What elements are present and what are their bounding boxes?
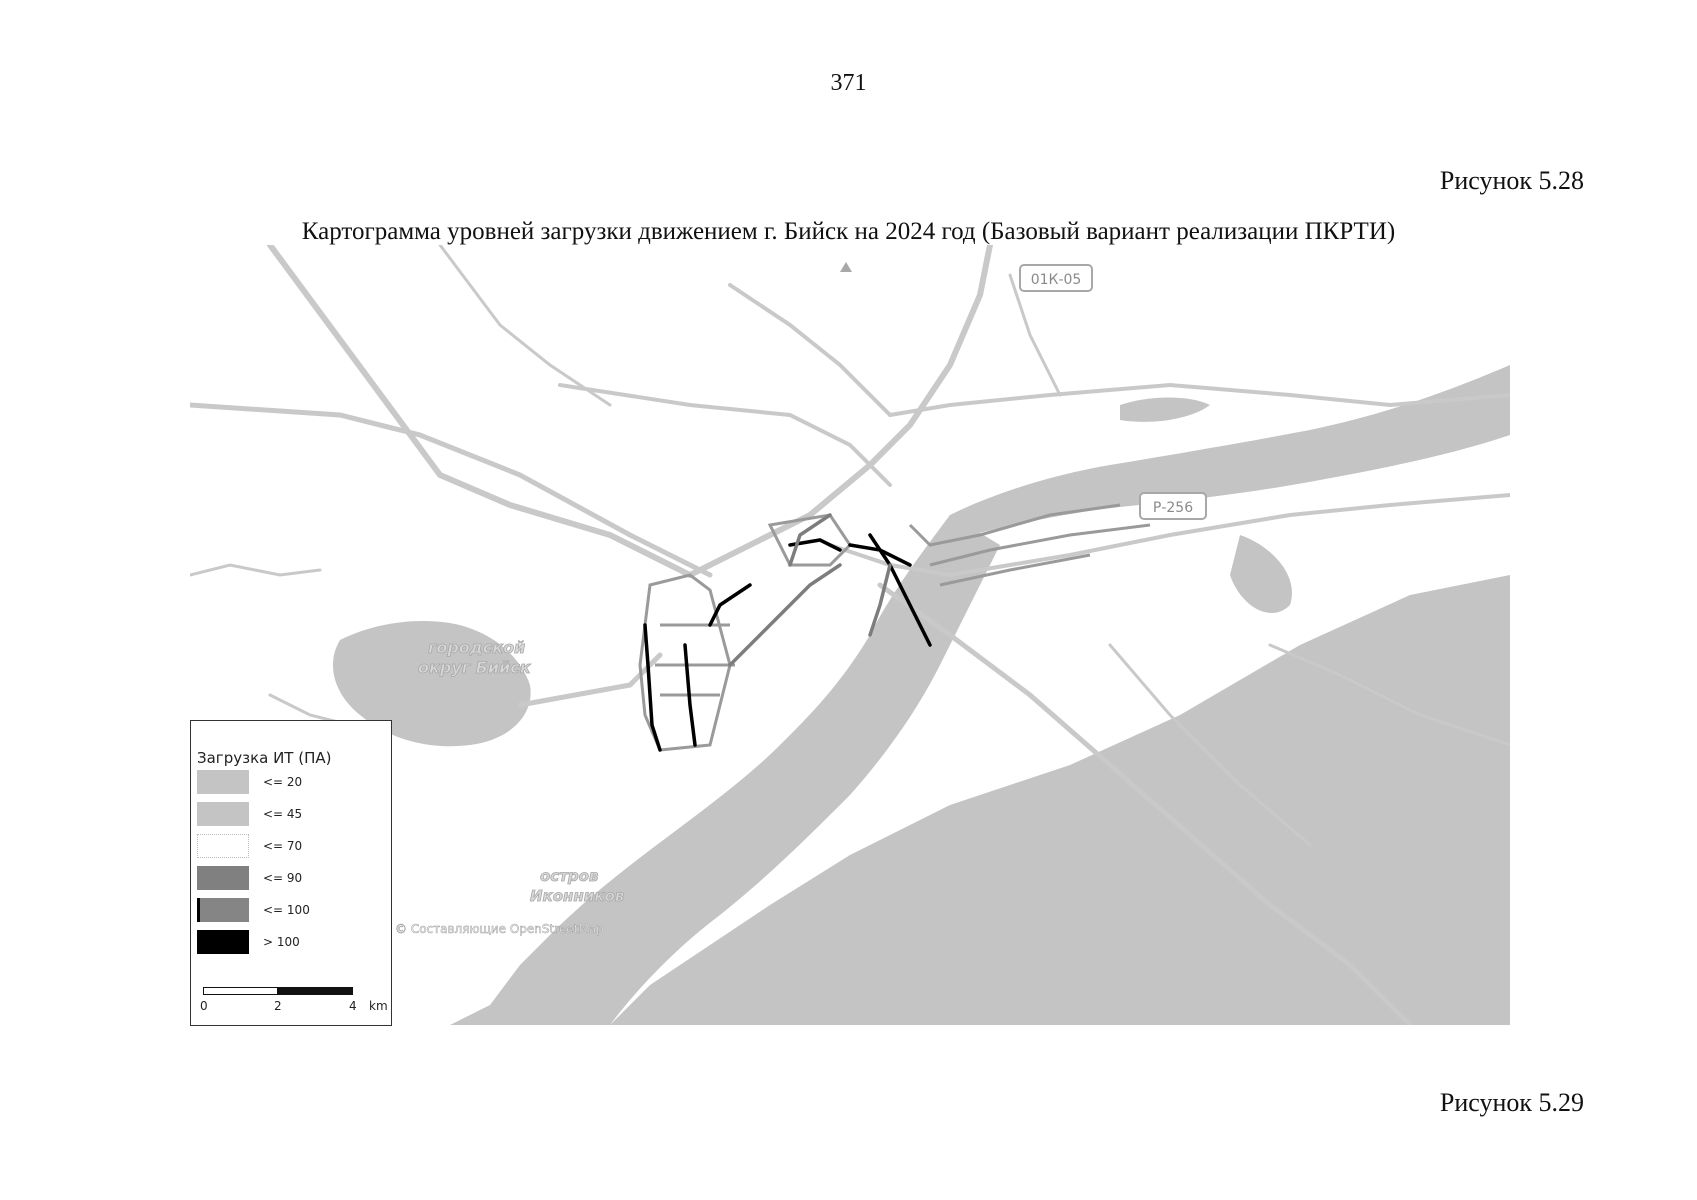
scale-bar: [200, 987, 388, 1017]
legend-label: <= 70: [263, 839, 303, 853]
legend-item: [197, 898, 377, 924]
svg-text:остров: остров: [540, 867, 599, 885]
legend-title: Загрузка ИТ (ПА): [197, 749, 332, 767]
road-shield-r256: [1140, 493, 1206, 519]
svg-text:городской: городской: [428, 638, 526, 657]
scale-segment: [203, 987, 278, 995]
scale-unit: km: [369, 999, 388, 1013]
legend-item: [197, 866, 377, 892]
figure-title: Картограмма уровней загрузки движением г. Бийск на 2024 год (Базовый вариант реализации ПКРТИ): [301, 218, 1396, 245]
legend-label: <= 90: [263, 871, 303, 885]
svg-text:Иконников: Иконников: [530, 887, 625, 905]
figure-caption-top: Рисунок 5.28: [1439, 166, 1584, 195]
scale-tick: 0: [200, 999, 208, 1013]
scale-segment: [278, 987, 353, 995]
legend-item: [197, 770, 377, 796]
legend-label: <= 100: [263, 903, 310, 917]
map-legend: [190, 720, 392, 1026]
legend-item: [197, 802, 377, 828]
legend-label: <= 20: [263, 775, 303, 789]
legend-label: > 100: [263, 935, 300, 949]
peak-marker-icon: [840, 262, 852, 272]
svg-text:Р-256: Р-256: [1152, 500, 1194, 516]
figure-caption-bottom: Рисунок 5.29: [1439, 1088, 1584, 1117]
map-attribution: © Составляющие OpenStreetMap: [395, 922, 604, 936]
legend-swatch: [197, 866, 249, 890]
legend-swatch: [197, 834, 249, 858]
road-shield-01k05: [1020, 265, 1092, 291]
legend-item: [197, 834, 377, 860]
legend-label: <= 45: [263, 807, 303, 821]
legend-swatch: [197, 930, 249, 954]
legend-item: [197, 930, 377, 956]
scale-tick: 2: [274, 999, 282, 1013]
svg-text:01К-05: 01К-05: [1030, 272, 1082, 288]
legend-swatch: [197, 802, 249, 826]
svg-text:округ Бийск: округ Бийск: [418, 658, 531, 677]
legend-swatch: [197, 898, 249, 922]
scale-tick: 4: [349, 999, 357, 1013]
page-number: 371: [830, 70, 867, 96]
district-label: [418, 638, 532, 677]
legend-swatch: [197, 770, 249, 794]
